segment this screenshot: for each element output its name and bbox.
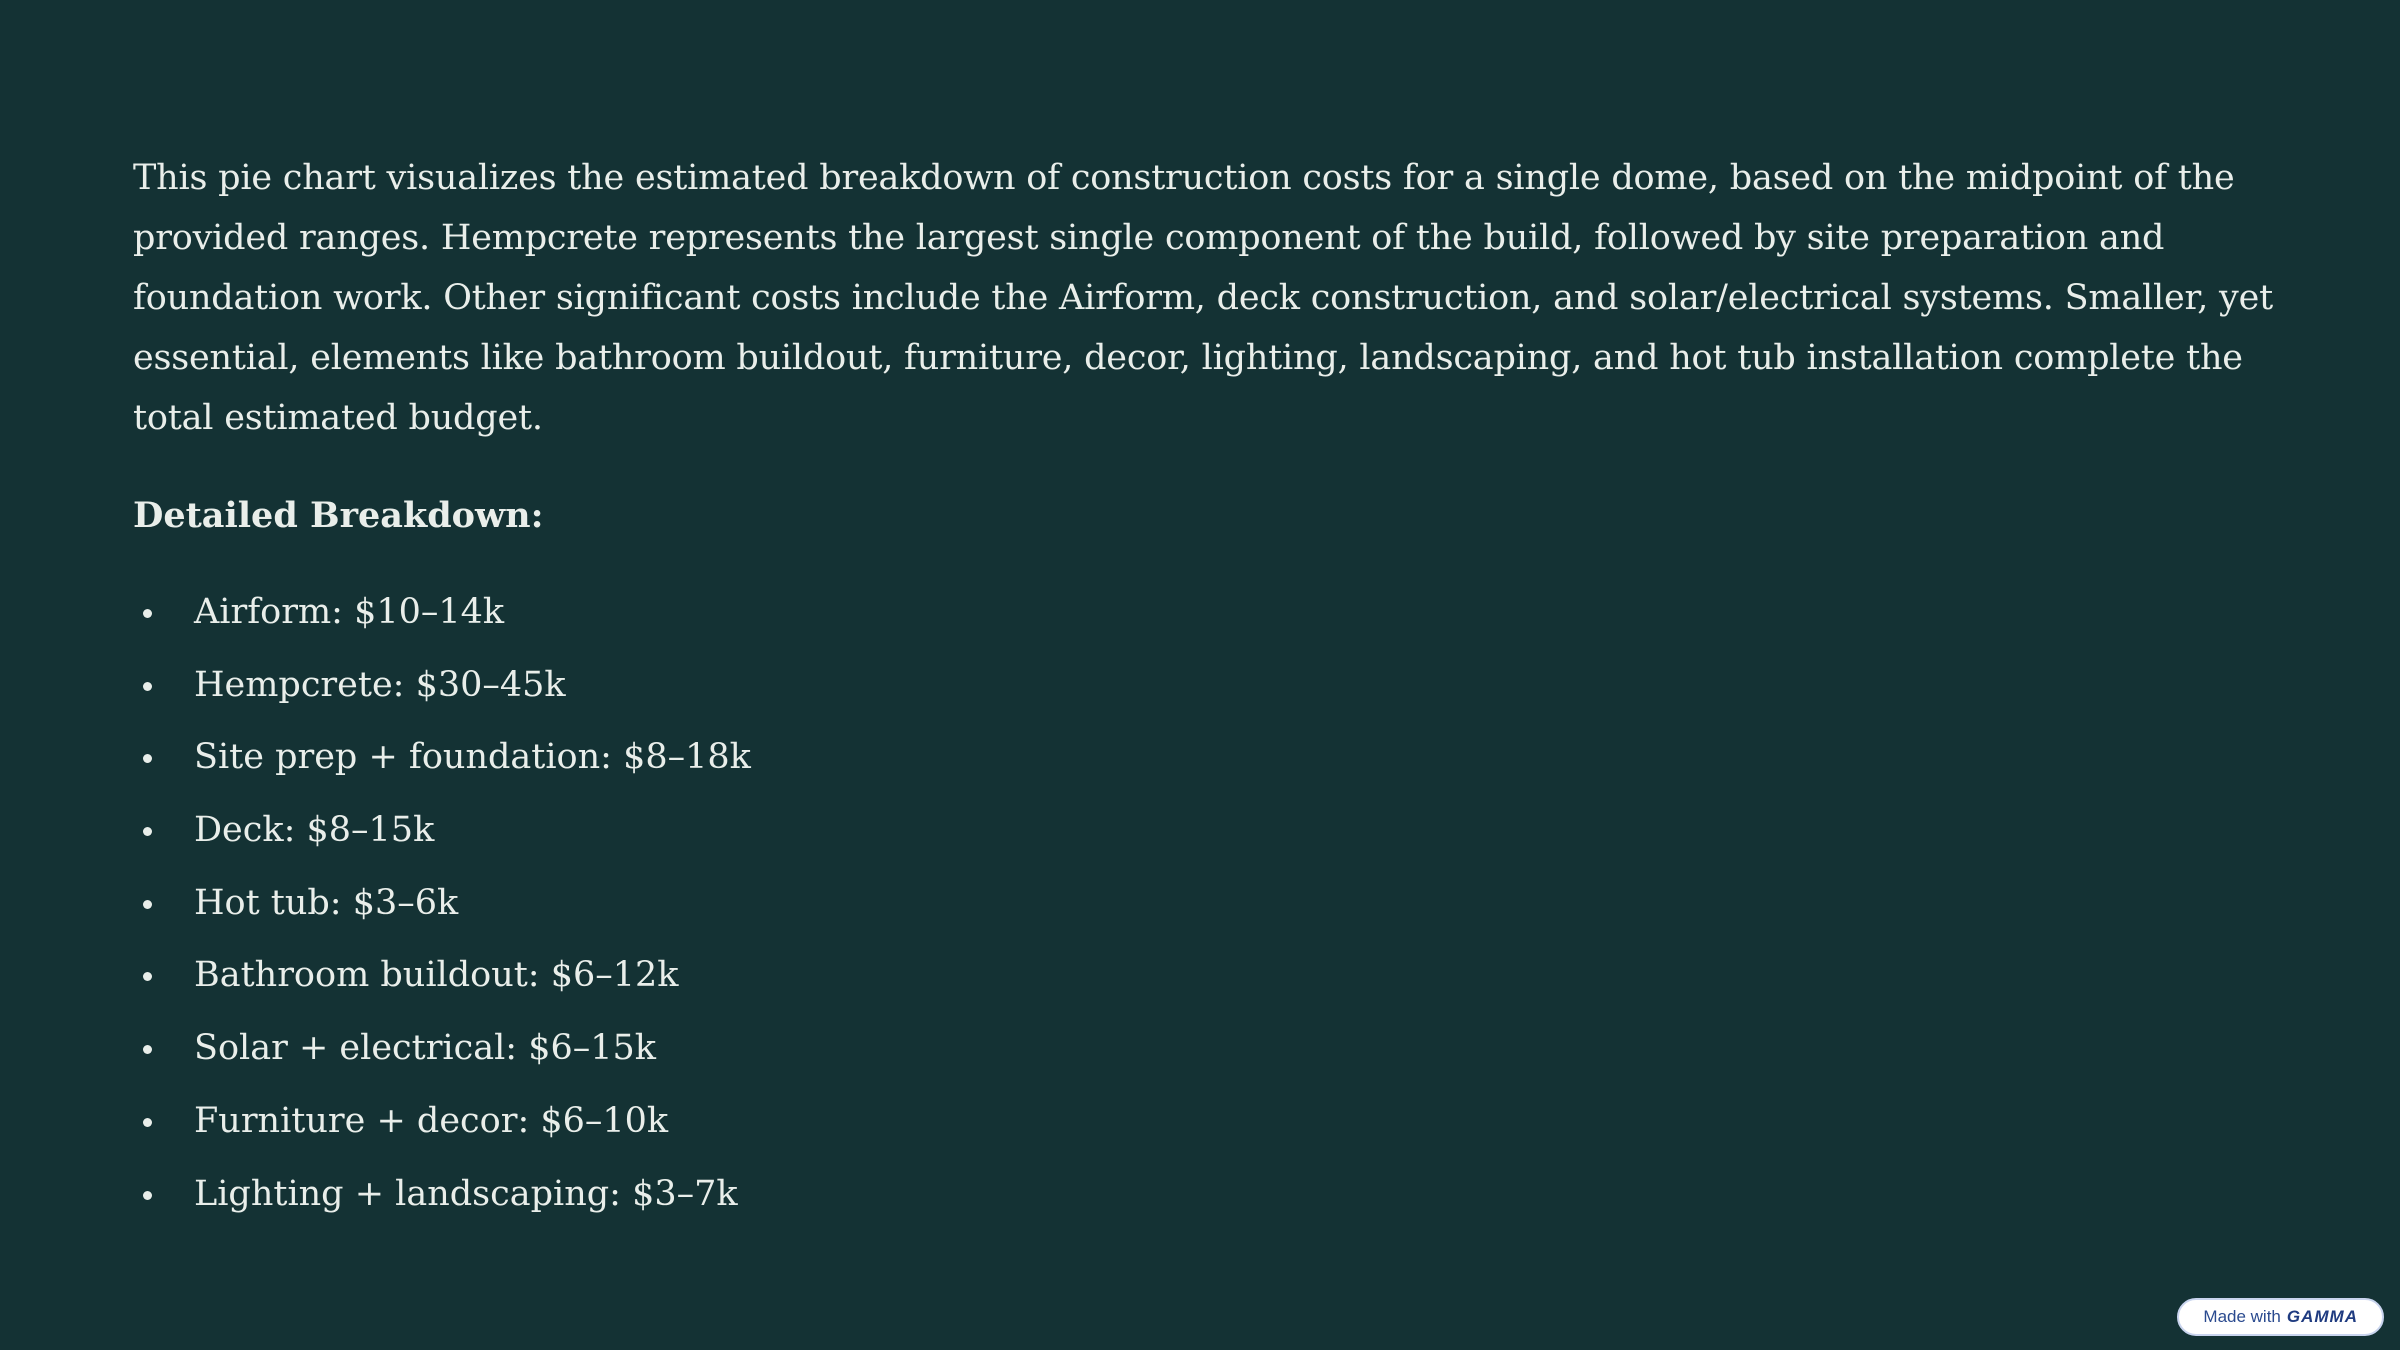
list-item [133,1164,2273,1237]
bullet-icon [143,1045,152,1054]
list-item [133,945,2273,1018]
section-title: Detailed Breakdown: [133,495,544,536]
made-with-gamma-badge[interactable] [2177,1298,2384,1336]
list-item-text: Furniture + decor: $6–10k [194,1100,669,1141]
gamma-logo: GAMMA [2286,1307,2358,1326]
list-item [133,582,2273,655]
bullet-icon [143,609,152,618]
list-item-text: Hot tub: $3–6k [194,882,459,923]
list-item-text: Solar + electrical: $6–15k [194,1028,656,1069]
list-item [133,727,2273,800]
list-item [133,1018,2273,1091]
intro-paragraph: This pie chart visualizes the estimated breakdown of construction costs for a single dome, based on the midpoint of the provided ranges. Hempcrete represents the largest single component of the build, followed by site preparation and foundation work. Other significant costs include the Airform, deck construction, and solar/electrical systems. Smaller, yet essential, elements like bathroom buildout, furniture, decor, lighting, landscaping, and hot tub installation complete the total estimated budget. [133,158,2273,438]
list-item-text: Bathroom buildout: $6–12k [194,955,679,996]
bullet-icon [143,972,152,981]
list-item [133,655,2273,728]
bullet-icon [143,682,152,691]
bullet-icon [143,1118,152,1127]
badge-prefix: Made with [2203,1307,2281,1326]
bullet-icon [143,827,152,836]
list-item-text: Lighting + landscaping: $3–7k [194,1173,738,1214]
list-item-text: Hempcrete: $30–45k [194,664,566,705]
list-item-text: Airform: $10–14k [194,592,505,632]
list-item [133,800,2273,873]
list-item-text: Site prep + foundation: $8–18k [194,737,751,778]
bullet-icon [143,1191,152,1200]
bullet-icon [143,754,152,763]
slide-content [133,148,2273,1236]
list-item [133,873,2273,946]
bullet-icon [143,900,152,909]
cost-breakdown-list [133,582,2273,1236]
list-item-text: Deck: $8–15k [194,810,435,851]
list-item [133,1091,2273,1164]
